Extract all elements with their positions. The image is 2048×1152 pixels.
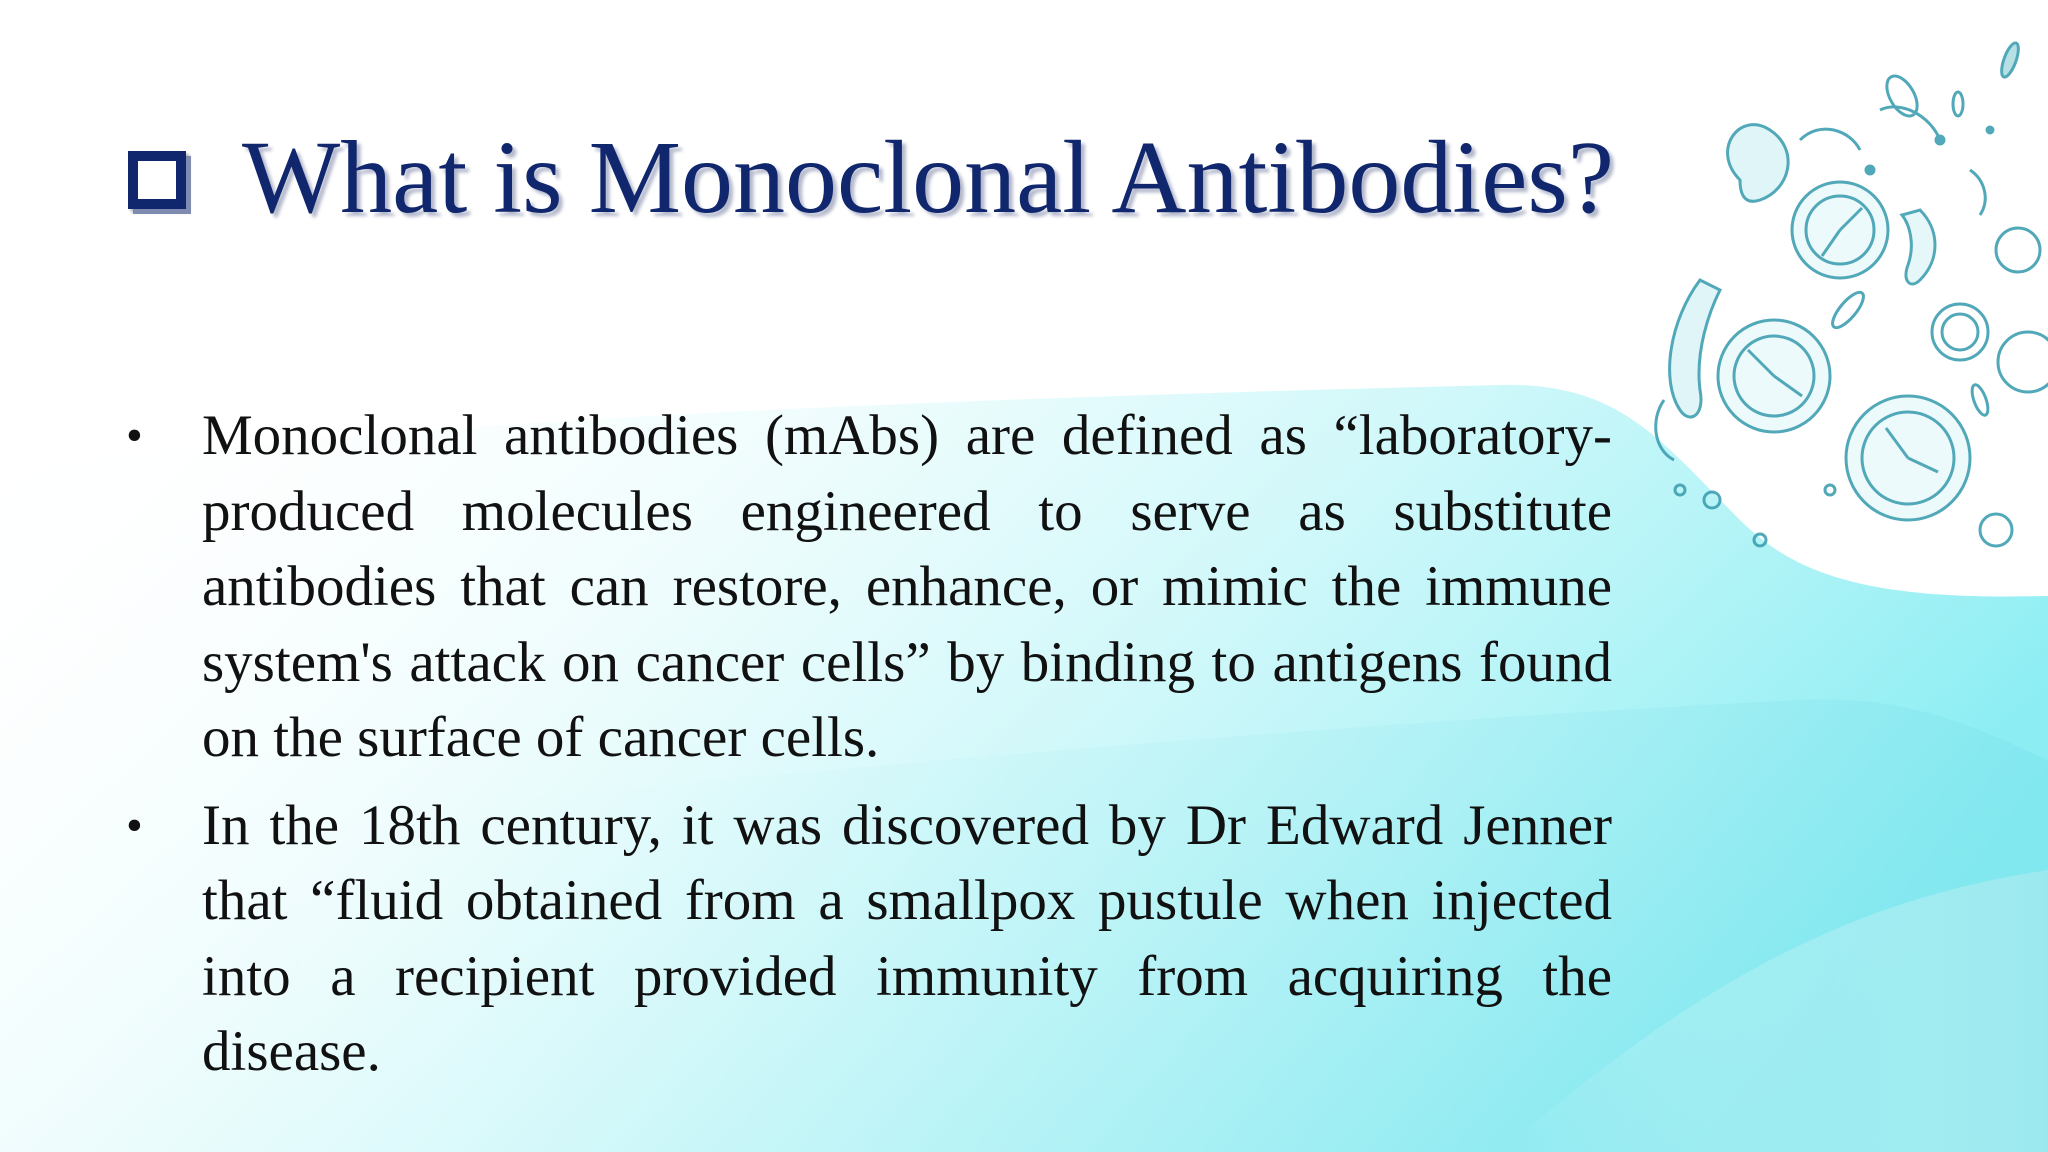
cells-illustration: [1640, 20, 2048, 580]
bullet-dot-icon: •: [126, 409, 143, 462]
bullet-dot-icon: •: [126, 798, 143, 852]
title-row: [128, 118, 1614, 238]
bullet-item-definition: [120, 398, 1612, 776]
bullet-item-history: [120, 788, 1612, 1090]
bullet-text: Monoclonal antibodies (mAbs) are defined as “laboratory-produced molecules engineered to serve as substitute antibodies that can restore, enhance, or mimic the immune system's attack on cancer cells” by binding to antigens found on the surface of cancer cells.: [202, 404, 1612, 769]
checkbox-square-icon: [128, 151, 186, 209]
bullet-list: [120, 398, 1612, 1102]
bullet-text: In the 18th century, it was discovered by Dr Edward Jenner that “fluid obtained from a smallpox pustule when injected into a recipient provided immunity from acquiring the disease.: [202, 793, 1612, 1083]
slide-title: What is Monoclonal Antibodies?: [242, 120, 1615, 235]
